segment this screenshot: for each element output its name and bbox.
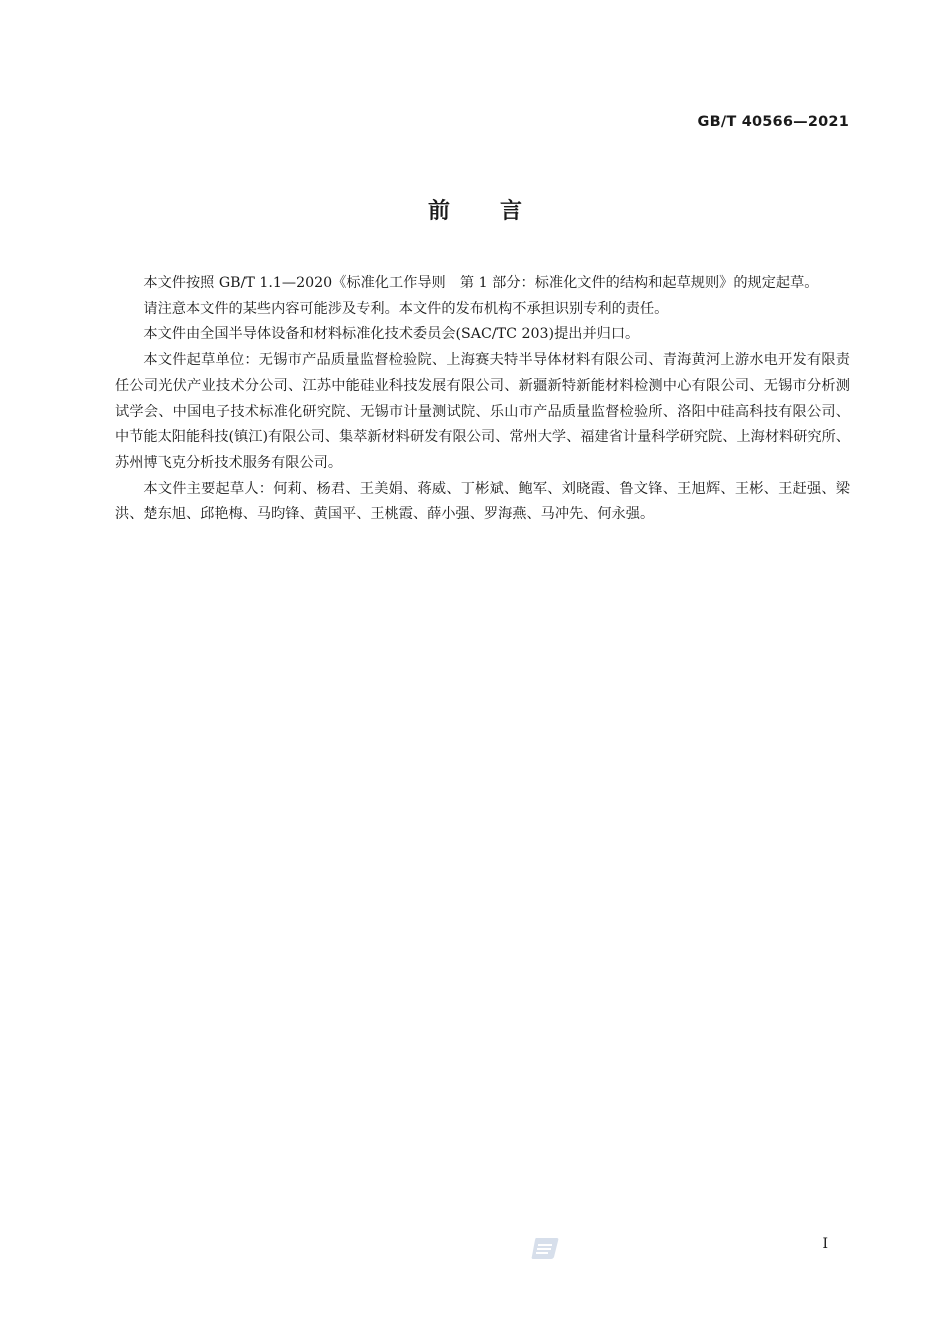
sac-logo-icon — [530, 1236, 560, 1260]
page-title — [0, 194, 950, 225]
paragraph-patent-notice: 请注意本文件的某些内容可能涉及专利。本文件的发布机构不承担识别专利的责任。 — [143, 300, 669, 317]
title-char-2: 言 — [500, 199, 523, 224]
foreword-body — [115, 271, 850, 528]
paragraph-drafting-rules: 本文件按照 GB/T 1.1—2020《标准化工作导则 第 1 部分：标准化文件的结构和起草规则》的规定起草。 — [143, 275, 819, 291]
page-number: I — [822, 1236, 828, 1252]
paragraph-drafting-units: 本文件起草单位：无锡市产品质量监督检验院、上海赛夫特半导体材料有限公司、青海黄河上游水电开发有限责任公司光伏产业技术分公司、江苏中能硅业科技发展有限公司、新疆新特新能材料检测中心有限公司、无锡市分析测试学会、中国电子技术标准化研究院、无锡市计量测试院、乐山市产品质量监督检验所、洛阳中硅高科技有限公司、中节能太阳能科技(镇江)有限公司、集萃新材料研发有限公司、常州大学、福建省计量科学研究院、上海材料研究所、苏州博飞克分析技术服务有限公司。 — [115, 352, 850, 471]
paragraph-proposer: 本文件由全国半导体设备和材料标准化技术委员会(SAC/TC 203)提出并归口。 — [143, 326, 640, 343]
paragraph-drafters: 本文件主要起草人：何莉、杨君、王美娟、蒋威、丁彬斌、鲍军、刘晓霞、鲁文锋、王旭辉、王彬、王赶强、梁洪、楚东旭、邱艳梅、马昀锋、黄国平、王桃霞、薛小强、罗海燕、马冲先、何永强。 — [115, 480, 850, 523]
standard-code: GB/T 40566—2021 — [697, 114, 849, 130]
title-char-1: 前 — [427, 199, 450, 224]
